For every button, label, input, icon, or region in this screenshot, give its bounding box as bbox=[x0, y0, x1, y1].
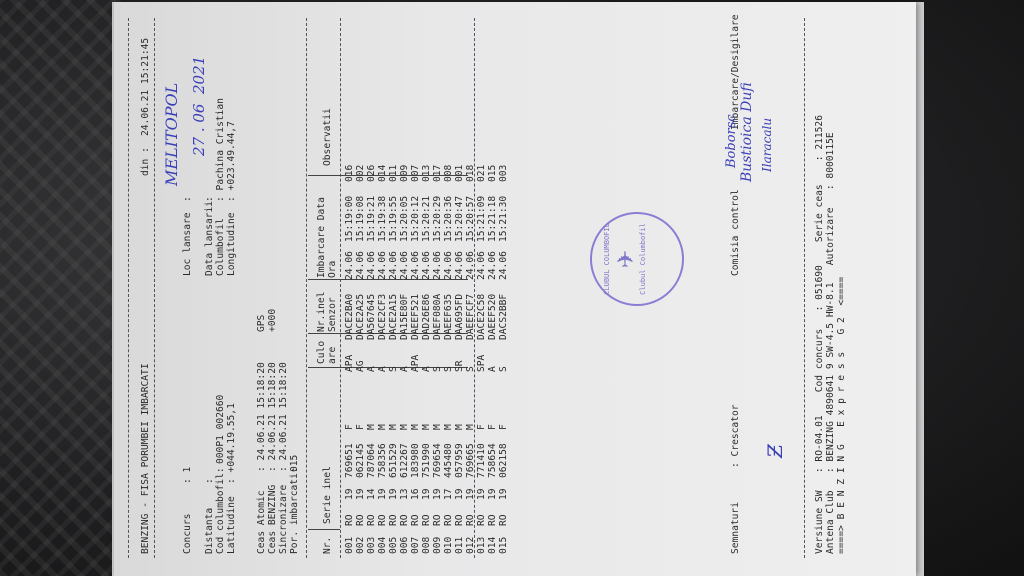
col-observatii-header: Observatii bbox=[322, 108, 333, 166]
row-country: RO bbox=[443, 514, 454, 526]
row-ring: 062158 bbox=[498, 443, 509, 478]
row-color: S bbox=[443, 366, 454, 372]
row-ring: 771410 bbox=[476, 443, 487, 478]
row-ring: 062145 bbox=[355, 443, 366, 478]
row-year: 17 bbox=[443, 488, 454, 500]
ceas-atomic-label: Ceas Atomic bbox=[256, 490, 267, 554]
row-time: 15:20:12 bbox=[410, 195, 421, 242]
row-color: S bbox=[388, 366, 399, 372]
table-row bbox=[476, 150, 487, 556]
row-nr: 001 bbox=[344, 536, 355, 554]
row-country: RO bbox=[498, 514, 509, 526]
footer-line-3: ====> B E N Z I N G E x p r e s s G 2 <==== bbox=[836, 276, 847, 554]
table-row bbox=[366, 150, 377, 556]
row-time: 15:19:38 bbox=[377, 195, 388, 242]
row-sensor: DAEF080A bbox=[432, 293, 443, 340]
row-time: 15:20:57 bbox=[465, 195, 476, 242]
row-observatii: 001 bbox=[454, 164, 465, 182]
rotated-page bbox=[114, 2, 916, 576]
row-observatii: 013 bbox=[421, 164, 432, 182]
row-date: 24.06 bbox=[465, 251, 476, 280]
row-color: A bbox=[366, 366, 377, 372]
row-sensor: DAEEF521 bbox=[410, 293, 421, 340]
concurs-value: : 1 bbox=[182, 466, 193, 484]
row-sensor: DA15E80F bbox=[399, 293, 410, 340]
row-color: SPA bbox=[476, 354, 487, 372]
row-observatii: 017 bbox=[432, 164, 443, 182]
table-row bbox=[399, 150, 410, 556]
row-date: 24.06 bbox=[498, 251, 509, 280]
row-nr: 002 bbox=[355, 536, 366, 554]
cod-columbofil-value: 000P1 002660 bbox=[215, 394, 226, 464]
row-year: 19 bbox=[421, 488, 432, 500]
row-year: 19 bbox=[355, 488, 366, 500]
row-country: RO bbox=[454, 514, 465, 526]
row-observatii: 003 bbox=[498, 164, 509, 182]
row-year: 16 bbox=[410, 488, 421, 500]
row-year: 19 bbox=[432, 488, 443, 500]
row-sensor: DAD26E86 bbox=[421, 293, 432, 340]
data-lansarii-label: Data lansarii bbox=[204, 200, 215, 276]
row-ring: 612267 bbox=[399, 443, 410, 478]
table-row bbox=[344, 150, 355, 556]
birds-table bbox=[344, 150, 509, 556]
row-ring: 445480 bbox=[443, 443, 454, 478]
handwritten-name-1: Boborsc bbox=[724, 114, 739, 168]
row-time: 15:21:09 bbox=[476, 195, 487, 242]
row-country: RO bbox=[388, 514, 399, 526]
ceas-benzing-value: : 24.06.21 15:18:20 bbox=[267, 362, 278, 472]
carpet-background bbox=[0, 0, 130, 576]
row-observatii: 015 bbox=[487, 164, 498, 182]
row-sex: M bbox=[454, 424, 465, 430]
row-sex: F bbox=[487, 424, 498, 430]
ceas-benzing-extra: +000 bbox=[267, 308, 278, 332]
din-value: 24.06.21 15:21:45 bbox=[140, 37, 151, 136]
row-ring: 758654 bbox=[487, 443, 498, 478]
row-year: 19 bbox=[377, 488, 388, 500]
row-year: 19 bbox=[487, 488, 498, 500]
row-ring: 769654 bbox=[432, 443, 443, 478]
row-country: RO bbox=[377, 514, 388, 526]
din-label: din : bbox=[140, 147, 151, 176]
row-color: A bbox=[421, 366, 432, 372]
cod-columbofil-label: Cod columbofil: bbox=[215, 467, 226, 554]
concurs-label: Concurs bbox=[182, 513, 193, 554]
row-observatii: 018 bbox=[465, 164, 476, 182]
row-time: 15:20:47 bbox=[454, 195, 465, 242]
table-row bbox=[421, 150, 432, 556]
row-sensor: DAEEF520 bbox=[487, 293, 498, 340]
document-title: BENZING - FISA PORUMBEI IMBARCATI bbox=[140, 363, 151, 554]
table-row bbox=[443, 150, 454, 556]
row-year: 19 bbox=[388, 488, 399, 500]
row-sex: M bbox=[432, 424, 443, 430]
row-country: RO bbox=[421, 514, 432, 526]
row-color: S bbox=[465, 366, 476, 372]
row-country: RO bbox=[410, 514, 421, 526]
table-row bbox=[377, 150, 388, 556]
row-sex: M bbox=[366, 424, 377, 430]
col-nr-inel-header: Nr.inel Senzor bbox=[316, 291, 338, 332]
row-ring: 183980 bbox=[410, 443, 421, 478]
longitudine-value: : +023.49.44,7 bbox=[226, 121, 237, 202]
table-row bbox=[410, 150, 421, 556]
longitudine-label: Longitudine bbox=[226, 212, 237, 276]
row-sex: M bbox=[410, 424, 421, 430]
row-country: RO bbox=[366, 514, 377, 526]
sincronizare-label: Sincronizare bbox=[278, 484, 289, 554]
row-year: 19 bbox=[498, 488, 509, 500]
crescator-label: : Crescator bbox=[730, 404, 741, 468]
row-year: 19 bbox=[465, 488, 476, 500]
row-nr: 015 bbox=[498, 536, 509, 554]
crescator-signature: Ƶ bbox=[763, 444, 787, 458]
ceas-atomic-extra: GPS bbox=[256, 314, 267, 332]
row-date: 24.06 bbox=[388, 251, 399, 280]
row-observatii: 002 bbox=[355, 164, 366, 182]
row-observatii: 011 bbox=[388, 164, 399, 182]
row-date: 24.06 bbox=[487, 251, 498, 280]
row-country: RO bbox=[355, 514, 366, 526]
row-sex: M bbox=[421, 424, 432, 430]
handwritten-loc-lansare: MELITOPOL bbox=[162, 82, 181, 186]
handwritten-name-2: Bustioica Dufi bbox=[739, 82, 755, 182]
row-date: 24.06 bbox=[410, 251, 421, 280]
row-sex: M bbox=[465, 424, 476, 430]
col-serie-header: Serie inel bbox=[322, 466, 333, 524]
loc-lansare-value: : bbox=[182, 196, 193, 202]
row-observatii: 016 bbox=[344, 164, 355, 182]
row-color: AG bbox=[355, 360, 366, 372]
row-ring: 751990 bbox=[421, 443, 432, 478]
table-row bbox=[432, 150, 443, 556]
row-time: 15:19:21 bbox=[366, 195, 377, 242]
footer-top-rule bbox=[804, 18, 805, 558]
loc-lansare-label: Loc lansare bbox=[182, 212, 193, 276]
row-observatii: 008 bbox=[443, 164, 454, 182]
row-nr: 004 bbox=[377, 536, 388, 554]
row-sex: M bbox=[399, 424, 410, 430]
row-observatii: 021 bbox=[476, 164, 487, 182]
row-year: 13 bbox=[399, 488, 410, 500]
distanta-value: : bbox=[204, 478, 215, 484]
table-row bbox=[498, 150, 509, 556]
row-date: 24.06 bbox=[377, 251, 388, 280]
comisia-control-label: Comisia control bbox=[730, 189, 741, 276]
row-ring: 769651 bbox=[344, 443, 355, 478]
row-nr: 006 bbox=[399, 536, 410, 554]
row-color: S bbox=[432, 366, 443, 372]
ceas-benzing-label: Ceas BENZING bbox=[267, 484, 278, 554]
col-imbarcare-header: Imbarcare Data Ora bbox=[316, 197, 338, 278]
row-color: A bbox=[487, 366, 498, 372]
row-sensor: DACE2A15 bbox=[388, 293, 399, 340]
row-color: S bbox=[498, 366, 509, 372]
row-country: RO bbox=[487, 514, 498, 526]
row-date: 24.06 bbox=[421, 251, 432, 280]
row-date: 24.06 bbox=[443, 251, 454, 280]
row-time: 15:20:36 bbox=[443, 195, 454, 242]
row-sensor: DACE2BA0 bbox=[344, 293, 355, 340]
handwritten-data-lansarii: 27 . 06 2021 bbox=[190, 55, 208, 156]
row-sex: F bbox=[355, 424, 366, 430]
latitudine-value: : +044.19.55,1 bbox=[226, 403, 237, 484]
row-sensor: DACE2A25 bbox=[355, 293, 366, 340]
row-observatii: 014 bbox=[377, 164, 388, 182]
row-observatii: 026 bbox=[366, 164, 377, 182]
row-color: APA bbox=[344, 354, 355, 372]
row-nr: 010 bbox=[443, 536, 454, 554]
document-sheet bbox=[114, 2, 916, 576]
row-time: 15:20:05 bbox=[399, 195, 410, 242]
row-date: 24.06 bbox=[432, 251, 443, 280]
header-bottom-rule bbox=[154, 18, 155, 558]
row-country: RO bbox=[476, 514, 487, 526]
row-time: 15:20:21 bbox=[421, 195, 432, 242]
distanta-label: Distanta bbox=[204, 507, 215, 554]
latitudine-label: Latitudine bbox=[226, 496, 237, 554]
row-time: 15:19:55 bbox=[388, 195, 399, 242]
footer-line-1: Versiune SW : RO-04.01 Cod concurs : 051690 Serie ceas : 211526 bbox=[814, 115, 825, 554]
columbofil-label: Columbofil bbox=[215, 218, 226, 276]
imbarcare-desigilare-label: Imbarcare/Desigilare bbox=[730, 14, 741, 130]
row-ring: 057959 bbox=[454, 443, 465, 478]
row-nr: 007 bbox=[410, 536, 421, 554]
row-nr: 011 bbox=[454, 536, 465, 554]
sincronizare-value: : 24.06.21 15:18:20 bbox=[278, 362, 289, 472]
row-time: 15:21:18 bbox=[487, 195, 498, 242]
row-sex: F bbox=[476, 424, 487, 430]
row-sensor: DACE2C58 bbox=[476, 293, 487, 340]
row-date: 24.06 bbox=[454, 251, 465, 280]
por-imbarcati-label: Por. imbarcati: bbox=[289, 467, 300, 554]
table-row bbox=[388, 150, 399, 556]
row-color: APA bbox=[410, 354, 421, 372]
table-row bbox=[487, 150, 498, 556]
row-year: 19 bbox=[476, 488, 487, 500]
row-nr: 005 bbox=[388, 536, 399, 554]
row-ring: 651529 bbox=[388, 443, 399, 478]
row-observatii: 009 bbox=[399, 164, 410, 182]
row-time: 15:19:00 bbox=[344, 195, 355, 242]
row-time: 15:20:29 bbox=[432, 195, 443, 242]
stamp-top-text: CLUBUL COLUMBOFIL bbox=[603, 223, 611, 295]
col-nr-header: Nr. bbox=[322, 536, 333, 554]
row-sensor: DA567645 bbox=[366, 293, 377, 340]
row-sex: F bbox=[344, 424, 355, 430]
row-nr: 014 bbox=[487, 536, 498, 554]
row-sex: M bbox=[443, 424, 454, 430]
row-observatii: 007 bbox=[410, 164, 421, 182]
row-sensor: DAA695FD bbox=[454, 293, 465, 340]
row-sensor: DAEEFCF7 bbox=[465, 293, 476, 340]
row-color: A bbox=[377, 366, 388, 372]
row-time: 15:21:30 bbox=[498, 195, 509, 242]
row-sex: F bbox=[498, 424, 509, 430]
table-header-rule bbox=[340, 18, 341, 558]
row-date: 24.06 bbox=[399, 251, 410, 280]
col-culoare-header: Culo are bbox=[316, 340, 338, 364]
row-nr: 012 bbox=[465, 536, 476, 554]
row-ring: 758356 bbox=[377, 443, 388, 478]
stamp-bird-icon: ✈ bbox=[614, 249, 639, 269]
row-country: RO bbox=[399, 514, 410, 526]
row-nr: 013 bbox=[476, 536, 487, 554]
data-lansarii-value: : bbox=[204, 196, 215, 202]
row-year: 14 bbox=[366, 488, 377, 500]
row-sensor: DACS2BBF bbox=[498, 293, 509, 340]
row-year: 19 bbox=[344, 488, 355, 500]
row-date: 24.06 bbox=[366, 251, 377, 280]
por-imbarcati-value: 015 bbox=[289, 454, 300, 472]
row-sensor: DACE2CF3 bbox=[377, 293, 388, 340]
club-stamp bbox=[590, 212, 684, 306]
table-top-rule bbox=[306, 18, 307, 558]
row-time: 15:19:08 bbox=[355, 195, 366, 242]
row-nr: 009 bbox=[432, 536, 443, 554]
stamp-bottom-text: Clubul Columbofil bbox=[639, 223, 647, 295]
table-row bbox=[454, 150, 465, 556]
table-bottom-rule bbox=[474, 18, 475, 558]
row-color: SR bbox=[454, 360, 465, 372]
row-country: RO bbox=[344, 514, 355, 526]
row-date: 24.06 bbox=[476, 251, 487, 280]
row-year: 19 bbox=[454, 488, 465, 500]
ceas-atomic-value: : 24.06.21 15:18:20 bbox=[256, 362, 267, 472]
header-top-rule bbox=[128, 18, 129, 558]
row-date: 24.06 bbox=[344, 251, 355, 280]
row-color: A bbox=[399, 366, 410, 372]
table-row bbox=[355, 150, 366, 556]
row-ring: 787064 bbox=[366, 443, 377, 478]
col-divider bbox=[308, 529, 340, 530]
row-sex: M bbox=[377, 424, 388, 430]
row-ring: 769665 bbox=[465, 443, 476, 478]
footer-line-2: Antena Club : BENZING 4890641 9 SW-4.5 HW-8.1 Autorizare : 8000115E bbox=[825, 132, 836, 554]
handwritten-name-3: Ilaracalu bbox=[760, 117, 774, 172]
row-country: RO bbox=[465, 514, 476, 526]
row-country: RO bbox=[432, 514, 443, 526]
row-nr: 008 bbox=[421, 536, 432, 554]
row-date: 24.06 bbox=[355, 251, 366, 280]
semnaturi-label: Semnaturi bbox=[730, 502, 741, 554]
row-sensor: DAEEF635 bbox=[443, 293, 454, 340]
row-sex: M bbox=[388, 424, 399, 430]
columbofil-value: : Pachina Cristian bbox=[215, 98, 226, 202]
row-nr: 003 bbox=[366, 536, 377, 554]
